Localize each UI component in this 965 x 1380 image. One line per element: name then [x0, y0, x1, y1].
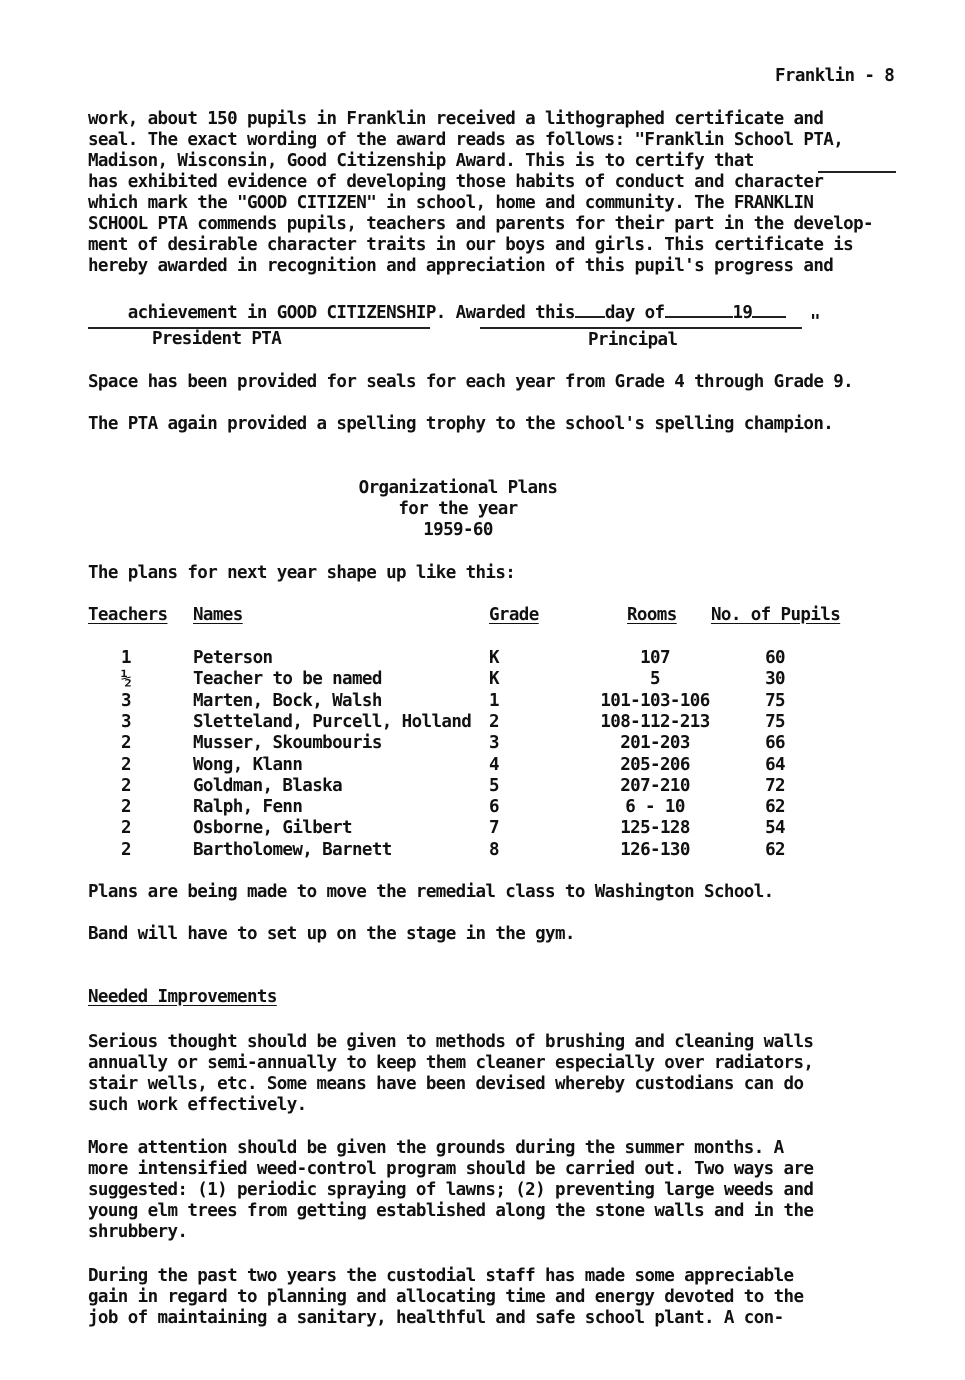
improve-p2-l5: shrubbery.	[88, 1222, 188, 1242]
trophy-paragraph: The PTA again provided a spelling trophy to the school's spelling champion.	[88, 414, 834, 434]
cell-names: Wong, Klann	[193, 754, 303, 775]
remedial-note: Plans are being made to move the remedial class to Washington School.	[88, 882, 774, 902]
improve-p2-l4: young elm trees from getting established along the stone walls and in the	[88, 1201, 814, 1221]
signature-label-president: President PTA	[152, 329, 282, 349]
improve-p3-l2: gain in regard to planning and allocating time and energy devoted to the	[88, 1287, 804, 1307]
header-teachers: Teachers	[88, 605, 168, 625]
cell-teachers: 2	[121, 797, 131, 818]
improve-p2-l2: more intensified weed-control program should be carried out. Two ways are	[88, 1159, 814, 1179]
name-blank-line	[818, 155, 896, 173]
header-names: Names	[193, 605, 243, 625]
cell-grade: K	[489, 648, 499, 668]
seals-paragraph: Space has been provided for seals for each year from Grade 4 through Grade 9.	[88, 372, 854, 392]
cell-rooms: 126-130	[620, 839, 690, 860]
cell-pupils: 62	[765, 797, 785, 818]
cell-pupils: 66	[765, 733, 785, 754]
cell-names: Bartholomew, Barnett	[193, 839, 392, 860]
cell-teachers: 3	[121, 690, 131, 711]
cell-grade: 3	[489, 733, 499, 754]
cell-names: Musser, Skoumbouris	[193, 733, 382, 754]
cell-grade: 5	[489, 775, 499, 796]
cert-line-4: has exhibited evidence of developing those habits of conduct and character	[88, 172, 824, 192]
month-blank	[665, 300, 733, 318]
cell-names: Peterson	[193, 648, 273, 668]
improve-p1-l3: stair wells, etc. Some means have been devised whereby custodians can do	[88, 1074, 804, 1094]
improve-p2-l1: More attention should be given the grounds during the summer months. A	[88, 1138, 784, 1158]
year-prefix: 19	[732, 303, 753, 323]
cert-line-8: hereby awarded in recognition and appreciation of this pupil's progress and	[88, 256, 834, 276]
cell-names: Teacher to be named	[193, 669, 382, 690]
improve-p1-l4: such work effectively.	[88, 1095, 307, 1115]
page-label: Franklin - 8	[775, 66, 895, 86]
cell-pupils: 75	[765, 690, 785, 711]
plans-title-1: Organizational Plans	[358, 478, 558, 498]
improve-p3-l3: job of maintaining a sanitary, healthful and safe school plant. A con-	[88, 1308, 784, 1328]
day-of-text: day of	[604, 303, 665, 323]
cell-rooms: 205-206	[620, 754, 690, 775]
improve-p3-l1: During the past two years the custodial staff has made some appreciable	[88, 1266, 794, 1286]
cert-line-3: Madison, Wisconsin, Good Citizenship Award. This is to certify that	[88, 151, 754, 171]
improve-p1-l2: annually or semi-annually to keep them cleaner especially over radiators,	[88, 1053, 814, 1073]
year-blank	[752, 300, 786, 318]
cell-teachers: 2	[121, 775, 131, 796]
cell-rooms: 108-112-213	[600, 711, 710, 732]
cell-names: Osborne, Gilbert	[193, 818, 352, 839]
signature-line-principal	[480, 327, 802, 329]
cell-grade: K	[489, 669, 499, 690]
cell-grade: 6	[489, 797, 499, 818]
cell-teachers: 2	[121, 818, 131, 839]
cell-names: Sletteland, Purcell, Holland	[193, 711, 472, 732]
cell-names: Ralph, Fenn	[193, 797, 303, 818]
cell-pupils: 54	[765, 818, 785, 839]
cell-names: Goldman, Blaska	[193, 775, 343, 796]
plans-title-2: for the year	[398, 499, 518, 519]
band-note: Band will have to set up on the stage in the gym.	[88, 924, 575, 944]
cell-pupils: 30	[765, 669, 785, 690]
day-blank	[575, 300, 605, 318]
cell-pupils: 75	[765, 711, 785, 732]
cell-grade: 1	[489, 690, 499, 711]
cell-names: Marten, Bock, Walsh	[193, 690, 382, 711]
improve-p1-l1: Serious thought should be given to methods of brushing and cleaning walls	[88, 1032, 814, 1052]
cell-pupils: 60	[765, 648, 785, 668]
cell-teachers: 1	[121, 648, 131, 668]
awarded-text: achievement in GOOD CITIZENSHIP. Awarded this	[127, 303, 575, 323]
cell-grade: 8	[489, 839, 499, 860]
cell-pupils: 64	[765, 754, 785, 775]
cell-pupils: 62	[765, 839, 785, 860]
plans-title-3: 1959-60	[423, 520, 493, 540]
cell-rooms: 101-103-106	[600, 690, 710, 711]
cell-grade: 2	[489, 711, 499, 732]
cell-rooms: 5	[650, 669, 660, 690]
cell-rooms: 6 - 10	[625, 797, 685, 818]
cell-rooms: 125-128	[620, 818, 690, 839]
cert-line-2: seal. The exact wording of the award reads as follows: "Franklin School PTA,	[88, 130, 844, 150]
cell-grade: 7	[489, 818, 499, 839]
header-rooms: Rooms	[627, 605, 677, 625]
header-pupils: No. of Pupils	[711, 605, 841, 625]
cell-rooms: 201-203	[620, 733, 690, 754]
cell-teachers: ½	[121, 669, 131, 690]
cert-line-6: SCHOOL PTA commends pupils, teachers and parents for their part in the develop-	[88, 214, 873, 234]
cell-teachers: 2	[121, 754, 131, 775]
signature-label-principal: Principal	[588, 330, 678, 350]
cell-rooms: 207-210	[620, 775, 690, 796]
cert-line-5: which mark the "GOOD CITIZEN" in school, home and community. The FRANKLIN	[88, 193, 814, 213]
cell-teachers: 3	[121, 711, 131, 732]
plans-intro: The plans for next year shape up like this:	[88, 563, 516, 583]
cell-pupils: 72	[765, 775, 785, 796]
cert-line-1: work, about 150 pupils in Franklin received a lithographed certificate and	[88, 109, 824, 129]
closing-quote: "	[810, 312, 820, 332]
improve-p2-l3: suggested: (1) periodic spraying of lawns; (2) preventing large weeds and	[88, 1180, 814, 1200]
cell-grade: 4	[489, 754, 499, 775]
improvements-heading: Needed Improvements	[88, 987, 277, 1007]
cell-teachers: 2	[121, 839, 131, 860]
cell-teachers: 2	[121, 733, 131, 754]
cell-rooms: 107	[640, 648, 670, 668]
cert-line-7: ment of desirable character traits in our boys and girls. This certificate is	[88, 235, 854, 255]
header-grade: Grade	[489, 605, 539, 625]
